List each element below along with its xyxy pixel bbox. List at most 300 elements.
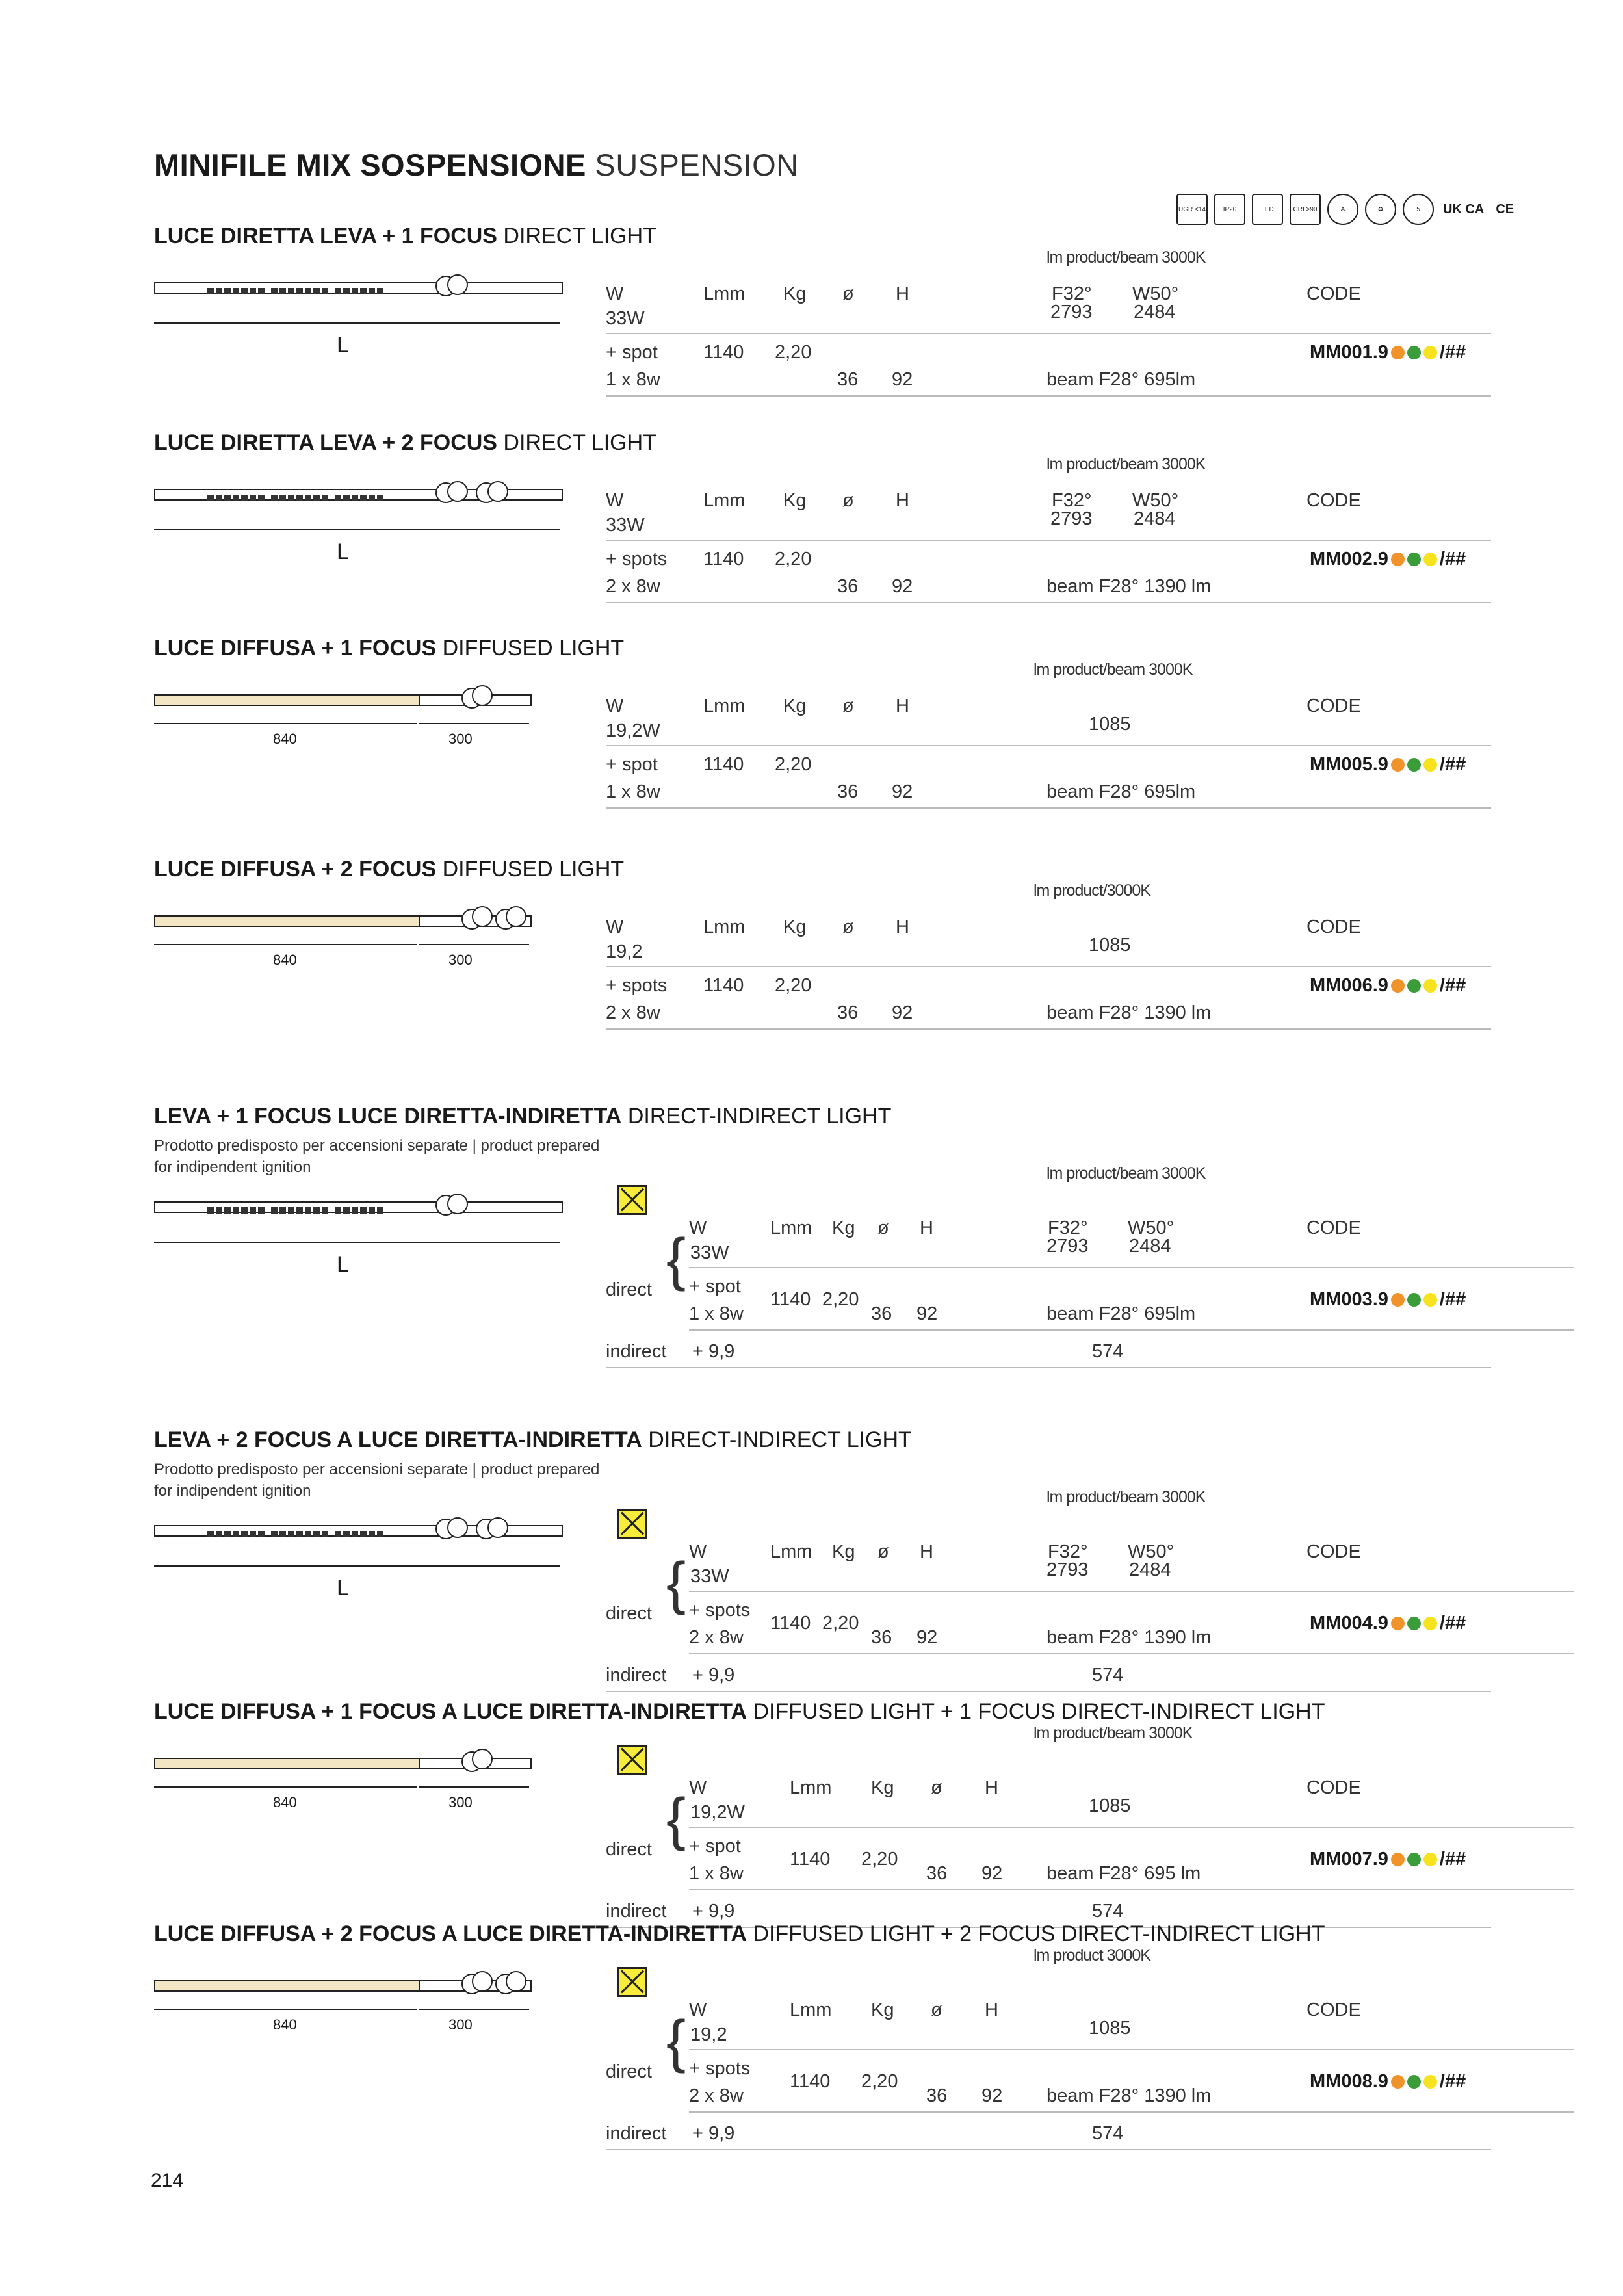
length-value: 1140 xyxy=(703,754,744,775)
header-w: W xyxy=(689,1218,707,1238)
color-dot-green xyxy=(1407,979,1421,993)
dimension-label: L xyxy=(337,540,349,564)
dimension-label: L xyxy=(337,333,349,358)
product-code xyxy=(1310,1849,1466,1870)
watt-value: 33W xyxy=(606,515,645,536)
header-w: W xyxy=(606,283,624,304)
indirect-watt: + 9,9 xyxy=(692,1901,735,1922)
lumen-header: lm product/beam 3000K xyxy=(1046,1164,1206,1182)
watt-value: 19,2W xyxy=(606,720,660,741)
header-h: H xyxy=(920,1541,933,1562)
direct-indirect-icon xyxy=(617,1509,647,1539)
beam-value: beam F28° 695 lm xyxy=(1046,1863,1201,1884)
row-divider xyxy=(606,807,1491,809)
color-dot-green xyxy=(1407,758,1421,772)
led-strip xyxy=(207,493,385,499)
title-bold: LUCE DIFFUSA + 1 FOCUS xyxy=(154,636,437,660)
row-divider xyxy=(689,2111,1574,2113)
spot-icon xyxy=(472,906,493,927)
indirect-watt: + 9,9 xyxy=(692,2123,735,2144)
indirect-lumen: 574 xyxy=(1092,2123,1124,2144)
dimension-line xyxy=(154,2009,417,2010)
color-dot-orange xyxy=(1391,1853,1405,1866)
color-dot-yellow xyxy=(1423,346,1437,359)
color-dot-orange xyxy=(1391,346,1405,359)
header-lmm: Lmm xyxy=(790,2000,832,2020)
height-value: 92 xyxy=(892,576,913,597)
weight-value: 2,20 xyxy=(775,754,812,775)
lumen-value: 1085 xyxy=(1089,1795,1131,1816)
page-title: MINIFILE MIX SOSPENSIONE SUSPENSION xyxy=(154,148,799,182)
header-lmm: Lmm xyxy=(703,696,746,716)
beam-value: beam F28° 695lm xyxy=(1046,369,1196,390)
header-h: H xyxy=(896,917,909,937)
header-col: ø xyxy=(842,283,854,304)
row-divider xyxy=(689,1591,1574,1592)
direct-label: direct xyxy=(606,2061,652,2082)
title-light: DIFFUSED LIGHT xyxy=(436,857,625,881)
indirect-label: indirect xyxy=(606,2123,667,2144)
code-suffix: /## xyxy=(1439,975,1466,996)
header-kg: Kg xyxy=(783,917,807,937)
spot-label: + spots xyxy=(606,975,668,996)
watt-value: 19,2 xyxy=(690,2024,727,2045)
header-col: ø xyxy=(842,490,854,511)
led-strip xyxy=(207,1529,385,1535)
color-dot-orange xyxy=(1391,1293,1405,1307)
color-dot-green xyxy=(1407,1617,1421,1630)
color-dot-green xyxy=(1407,2075,1421,2089)
header-w: W xyxy=(689,1777,707,1798)
dimension-label: 300 xyxy=(448,2016,473,2033)
header-h: H xyxy=(896,490,909,511)
header-w50: W50° xyxy=(1128,1218,1175,1238)
diameter-value: 36 xyxy=(926,1863,948,1884)
spot-icon xyxy=(472,1749,493,1769)
spot-label: + spot xyxy=(689,1276,741,1297)
fixture-bar xyxy=(154,282,563,294)
title-bold: LUCE DIRETTA LEVA + 2 FOCUS xyxy=(154,430,497,455)
code-text: MM006.9 xyxy=(1310,975,1388,996)
weight-value: 2,20 xyxy=(775,549,812,569)
color-dot-orange xyxy=(1391,553,1405,566)
brace-icon: { xyxy=(666,1787,686,1852)
dimension-label: 840 xyxy=(273,731,297,747)
dimension-label: 840 xyxy=(273,1794,297,1810)
height-value: 92 xyxy=(892,369,913,390)
product-code xyxy=(1310,549,1466,570)
color-dot-yellow xyxy=(1423,553,1437,566)
dimension-label: 300 xyxy=(448,731,473,747)
lumen-header: lm product/beam 3000K xyxy=(1046,248,1206,267)
spot-label: + spots xyxy=(689,1600,751,1621)
row-divider xyxy=(606,966,1491,967)
header-col: ø xyxy=(877,1218,889,1238)
header-w: W xyxy=(606,696,624,716)
section-note: Prodotto predisposto per accensioni separate | product prepared for indipendent ignition xyxy=(154,1137,600,1176)
ukca-icon: UK CA xyxy=(1443,202,1485,216)
recycle-icon: ♻ xyxy=(1365,194,1396,225)
header-f32: F32° xyxy=(1052,283,1092,304)
row-divider xyxy=(606,1028,1491,1030)
code-text: MM002.9 xyxy=(1310,549,1388,569)
lumen-value: 1085 xyxy=(1089,714,1131,735)
f32-value: 2793 xyxy=(1050,508,1093,529)
color-dot-yellow xyxy=(1423,2075,1437,2089)
spot-icon xyxy=(487,481,508,502)
title-bold: LEVA + 2 FOCUS A LUCE DIRETTA-INDIRETTA xyxy=(154,1428,642,1452)
product-section xyxy=(0,224,1623,419)
diffuser-bar xyxy=(154,1980,420,1992)
ce-icon: CE xyxy=(1496,202,1514,216)
indirect-label: indirect xyxy=(606,1901,667,1922)
code-suffix: /## xyxy=(1439,1849,1466,1870)
header-col: ø xyxy=(931,2000,942,2020)
row-divider xyxy=(606,540,1491,541)
header-col: ø xyxy=(842,696,854,716)
indirect-label: indirect xyxy=(606,1665,667,1686)
section-title xyxy=(154,1699,1325,1725)
weight-value: 2,20 xyxy=(861,1849,898,1870)
header-lmm: Lmm xyxy=(790,1777,832,1798)
w50-value: 2484 xyxy=(1129,1236,1171,1257)
height-value: 92 xyxy=(892,781,913,802)
row-divider xyxy=(606,602,1491,603)
w50-value: 2484 xyxy=(1129,1559,1171,1580)
color-dot-green xyxy=(1407,1853,1421,1866)
code-suffix: /## xyxy=(1439,754,1466,775)
color-dot-orange xyxy=(1391,2075,1405,2089)
section-title xyxy=(154,636,624,661)
product-code xyxy=(1310,1289,1466,1311)
w50-value: 2484 xyxy=(1134,302,1176,322)
certifications xyxy=(1176,191,1516,228)
warranty-5-icon: 5 xyxy=(1403,194,1434,225)
beam-value: beam F28° 1390 lm xyxy=(1046,1627,1212,1648)
diameter-value: 36 xyxy=(837,576,859,597)
indirect-watt: + 9,9 xyxy=(692,1341,735,1362)
code-text: MM005.9 xyxy=(1310,754,1388,775)
lumen-header: lm product/beam 3000K xyxy=(1033,660,1193,679)
header-code: CODE xyxy=(1306,917,1361,937)
lumen-header: lm product/beam 3000K xyxy=(1033,1724,1193,1742)
header-kg: Kg xyxy=(832,1541,855,1562)
height-value: 92 xyxy=(916,1627,938,1648)
length-value: 1140 xyxy=(770,1289,811,1310)
header-h: H xyxy=(985,2000,998,2020)
header-w: W xyxy=(689,2000,707,2020)
row-divider xyxy=(689,2049,1574,2050)
spot-count: 1 x 8w xyxy=(689,1303,744,1324)
direct-label: direct xyxy=(606,1279,652,1300)
header-w50: W50° xyxy=(1132,283,1179,304)
f32-value: 2793 xyxy=(1050,302,1093,322)
direct-indirect-icon xyxy=(617,1745,647,1775)
color-dot-yellow xyxy=(1423,1617,1437,1630)
spot-icon xyxy=(472,685,493,706)
title-light: DIRECT LIGHT xyxy=(497,430,656,455)
watt-value: 33W xyxy=(606,308,645,329)
title-light: DIRECT-INDIRECT LIGHT xyxy=(621,1104,892,1128)
energy-a-icon: A xyxy=(1327,194,1358,225)
section-title xyxy=(154,1104,891,1129)
code-suffix: /## xyxy=(1439,1289,1466,1310)
header-code: CODE xyxy=(1306,1541,1361,1562)
w50-value: 2484 xyxy=(1134,508,1176,529)
row-divider xyxy=(689,1889,1574,1890)
title-light: DIFFUSED LIGHT xyxy=(436,636,625,660)
row-divider xyxy=(689,1329,1574,1331)
header-kg: Kg xyxy=(832,1218,855,1238)
color-dot-green xyxy=(1407,346,1421,359)
brace-icon: { xyxy=(666,1551,686,1616)
color-dot-orange xyxy=(1391,979,1405,993)
header-code: CODE xyxy=(1306,283,1361,304)
header-f32: F32° xyxy=(1048,1541,1088,1562)
dimension-line xyxy=(419,944,529,945)
header-w: W xyxy=(689,1541,707,1562)
diameter-value: 36 xyxy=(837,369,859,390)
ip20-icon: IP20 xyxy=(1214,194,1245,225)
watt-value: 33W xyxy=(690,1242,729,1263)
cri-icon: CRI >90 xyxy=(1290,194,1321,225)
diameter-value: 36 xyxy=(837,781,859,802)
dimension-line xyxy=(154,723,417,724)
length-value: 1140 xyxy=(770,1613,811,1634)
length-value: 1140 xyxy=(790,1849,831,1870)
spot-count: 2 x 8w xyxy=(606,576,660,597)
diffuser-bar xyxy=(154,694,420,706)
header-code: CODE xyxy=(1306,696,1361,716)
code-text: MM008.9 xyxy=(1310,2071,1388,2092)
beam-value: beam F28° 1390 lm xyxy=(1046,576,1212,597)
color-dot-green xyxy=(1407,553,1421,566)
spot-label: + spots xyxy=(606,549,668,569)
brace-icon: { xyxy=(666,1227,686,1292)
product-code xyxy=(1310,2071,1466,2093)
diameter-value: 36 xyxy=(926,2085,948,2106)
spot-icon xyxy=(447,274,468,295)
product-section xyxy=(0,430,1623,625)
weight-value: 2,20 xyxy=(775,342,812,363)
dimension-line xyxy=(154,944,417,945)
header-h: H xyxy=(896,283,909,304)
height-value: 92 xyxy=(892,1002,913,1023)
diameter-value: 36 xyxy=(837,1002,859,1023)
header-f32: F32° xyxy=(1052,490,1092,511)
spot-count: 1 x 8w xyxy=(689,1863,744,1884)
indirect-lumen: 574 xyxy=(1092,1901,1124,1922)
watt-value: 33W xyxy=(690,1566,729,1587)
dimension-label: L xyxy=(337,1576,349,1600)
spot-label: + spot xyxy=(606,342,658,363)
indirect-watt: + 9,9 xyxy=(692,1665,735,1686)
row-divider xyxy=(689,1827,1574,1828)
dimension-label: 840 xyxy=(273,2016,297,2033)
watt-value: 19,2 xyxy=(606,941,643,962)
header-kg: Kg xyxy=(871,1777,894,1798)
dimension-line xyxy=(154,322,560,324)
title-light: DIFFUSED LIGHT + 1 FOCUS DIRECT-INDIRECT LIGHT xyxy=(747,1699,1325,1724)
header-kg: Kg xyxy=(871,2000,894,2020)
spot-icon xyxy=(506,906,526,927)
product-section xyxy=(0,1922,1623,2144)
height-value: 92 xyxy=(981,2085,1003,2106)
header-code: CODE xyxy=(1306,490,1361,511)
product-code xyxy=(1310,1613,1466,1634)
header-w: W xyxy=(606,917,624,937)
led-strip xyxy=(207,1205,385,1212)
code-text: MM001.9 xyxy=(1310,342,1388,363)
section-note: Prodotto predisposto per accensioni separate | product prepared for indipendent ignition xyxy=(154,1461,600,1500)
lumen-value: 1085 xyxy=(1089,2018,1131,2039)
code-suffix: /## xyxy=(1439,342,1466,363)
color-dot-green xyxy=(1407,1293,1421,1307)
dimension-line xyxy=(154,1786,417,1788)
title-light: DIFFUSED LIGHT + 2 FOCUS DIRECT-INDIRECT LIGHT xyxy=(747,1922,1325,1946)
title-light: DIRECT LIGHT xyxy=(497,224,656,248)
code-suffix: /## xyxy=(1439,2071,1466,2092)
title-bold: LUCE DIFFUSA + 2 FOCUS A LUCE DIRETTA-INDIRETTA xyxy=(154,1922,747,1946)
header-w: W xyxy=(606,490,624,511)
spot-count: 1 x 8w xyxy=(606,781,660,802)
color-dot-yellow xyxy=(1423,758,1437,772)
dimension-line xyxy=(154,529,560,530)
header-w50: W50° xyxy=(1128,1541,1175,1562)
product-section xyxy=(0,1104,1623,1362)
code-text: MM004.9 xyxy=(1310,1613,1388,1634)
indirect-label: indirect xyxy=(606,1341,667,1362)
product-code xyxy=(1310,975,1466,997)
beam-value: beam F28° 1390 lm xyxy=(1046,2085,1212,2106)
spot-label: + spot xyxy=(606,754,658,775)
header-code: CODE xyxy=(1306,2000,1361,2020)
header-lmm: Lmm xyxy=(770,1218,812,1238)
header-lmm: Lmm xyxy=(703,490,746,511)
header-kg: Kg xyxy=(783,283,807,304)
section-title xyxy=(154,1428,912,1453)
indirect-lumen: 574 xyxy=(1092,1665,1124,1686)
height-value: 92 xyxy=(981,1863,1003,1884)
watt-value: 19,2W xyxy=(690,1802,745,1823)
row-divider xyxy=(689,1653,1574,1654)
beam-value: beam F28° 1390 lm xyxy=(1046,1002,1212,1023)
spot-icon xyxy=(447,481,468,502)
length-value: 1140 xyxy=(703,342,744,363)
length-value: 1140 xyxy=(703,975,744,996)
product-section xyxy=(0,1428,1623,1686)
row-divider xyxy=(606,1367,1491,1368)
length-value: 1140 xyxy=(790,2071,831,2092)
diameter-value: 36 xyxy=(871,1303,892,1324)
spot-icon xyxy=(447,1194,468,1214)
direct-label: direct xyxy=(606,1603,652,1624)
spot-label: + spot xyxy=(689,1836,741,1857)
header-col: ø xyxy=(842,917,854,937)
row-divider xyxy=(606,1691,1491,1692)
header-h: H xyxy=(920,1218,933,1238)
title-bold: LUCE DIFFUSA + 2 FOCUS xyxy=(154,857,437,881)
lumen-header: lm product/beam 3000K xyxy=(1046,1488,1206,1506)
dimension-line xyxy=(419,1786,529,1788)
beam-value: beam F28° 695lm xyxy=(1046,1303,1196,1324)
dimension-label: L xyxy=(337,1252,349,1277)
color-dot-yellow xyxy=(1423,1293,1437,1307)
header-f32: F32° xyxy=(1048,1218,1088,1238)
header-h: H xyxy=(985,1777,998,1798)
color-dot-orange xyxy=(1391,1617,1405,1630)
spot-icon xyxy=(506,1971,526,1992)
lumen-header: lm product/beam 3000K xyxy=(1046,455,1206,473)
dimension-line xyxy=(419,723,529,724)
dimension-line xyxy=(154,1242,560,1243)
length-value: 1140 xyxy=(703,549,744,569)
diffuser-bar xyxy=(154,915,420,927)
header-kg: Kg xyxy=(783,696,807,716)
code-suffix: /## xyxy=(1439,1613,1466,1634)
diffuser-bar xyxy=(154,1758,420,1769)
spot-icon xyxy=(447,1517,468,1538)
lumen-value: 1085 xyxy=(1089,935,1131,956)
direct-indirect-icon xyxy=(617,1967,647,1997)
direct-label: direct xyxy=(606,1839,652,1860)
spot-count: 2 x 8w xyxy=(606,1002,660,1023)
spot-icon xyxy=(487,1517,508,1538)
row-divider xyxy=(606,395,1491,397)
header-code: CODE xyxy=(1306,1218,1361,1238)
header-lmm: Lmm xyxy=(770,1541,812,1562)
product-code xyxy=(1310,754,1466,776)
weight-value: 2,20 xyxy=(861,2071,898,2092)
title-light: DIRECT-INDIRECT LIGHT xyxy=(642,1428,912,1452)
page-number: 214 xyxy=(151,2170,184,2191)
code-suffix: /## xyxy=(1439,549,1466,569)
product-section xyxy=(0,857,1623,1052)
row-divider xyxy=(606,745,1491,746)
header-h: H xyxy=(896,696,909,716)
section-title xyxy=(154,430,656,456)
header-w50: W50° xyxy=(1132,490,1179,511)
dimension-label: 840 xyxy=(273,952,297,968)
lumen-header: lm product/3000K xyxy=(1033,881,1150,900)
row-divider xyxy=(606,333,1491,334)
color-dot-yellow xyxy=(1423,1853,1437,1866)
product-section xyxy=(0,1699,1623,1922)
indirect-lumen: 574 xyxy=(1092,1341,1124,1362)
row-divider xyxy=(606,2149,1491,2150)
color-dot-orange xyxy=(1391,758,1405,772)
fixture-bar xyxy=(154,1201,563,1213)
header-col: ø xyxy=(877,1541,889,1562)
beam-value: beam F28° 695lm xyxy=(1046,781,1196,802)
f32-value: 2793 xyxy=(1046,1559,1089,1580)
spot-count: 1 x 8w xyxy=(606,369,660,390)
section-title xyxy=(154,224,656,249)
spot-count: 2 x 8w xyxy=(689,1627,744,1648)
spot-label: + spots xyxy=(689,2058,751,2079)
led-strip xyxy=(207,286,385,293)
weight-value: 2,20 xyxy=(822,1289,859,1310)
weight-value: 2,20 xyxy=(822,1613,859,1634)
spot-count: 2 x 8w xyxy=(689,2085,744,2106)
weight-value: 2,20 xyxy=(775,975,812,996)
product-code xyxy=(1310,342,1466,363)
header-col: ø xyxy=(931,1777,942,1798)
code-text: MM003.9 xyxy=(1310,1289,1388,1310)
direct-indirect-icon xyxy=(617,1185,647,1215)
led-icon: LED xyxy=(1252,194,1283,225)
height-value: 92 xyxy=(916,1303,938,1324)
